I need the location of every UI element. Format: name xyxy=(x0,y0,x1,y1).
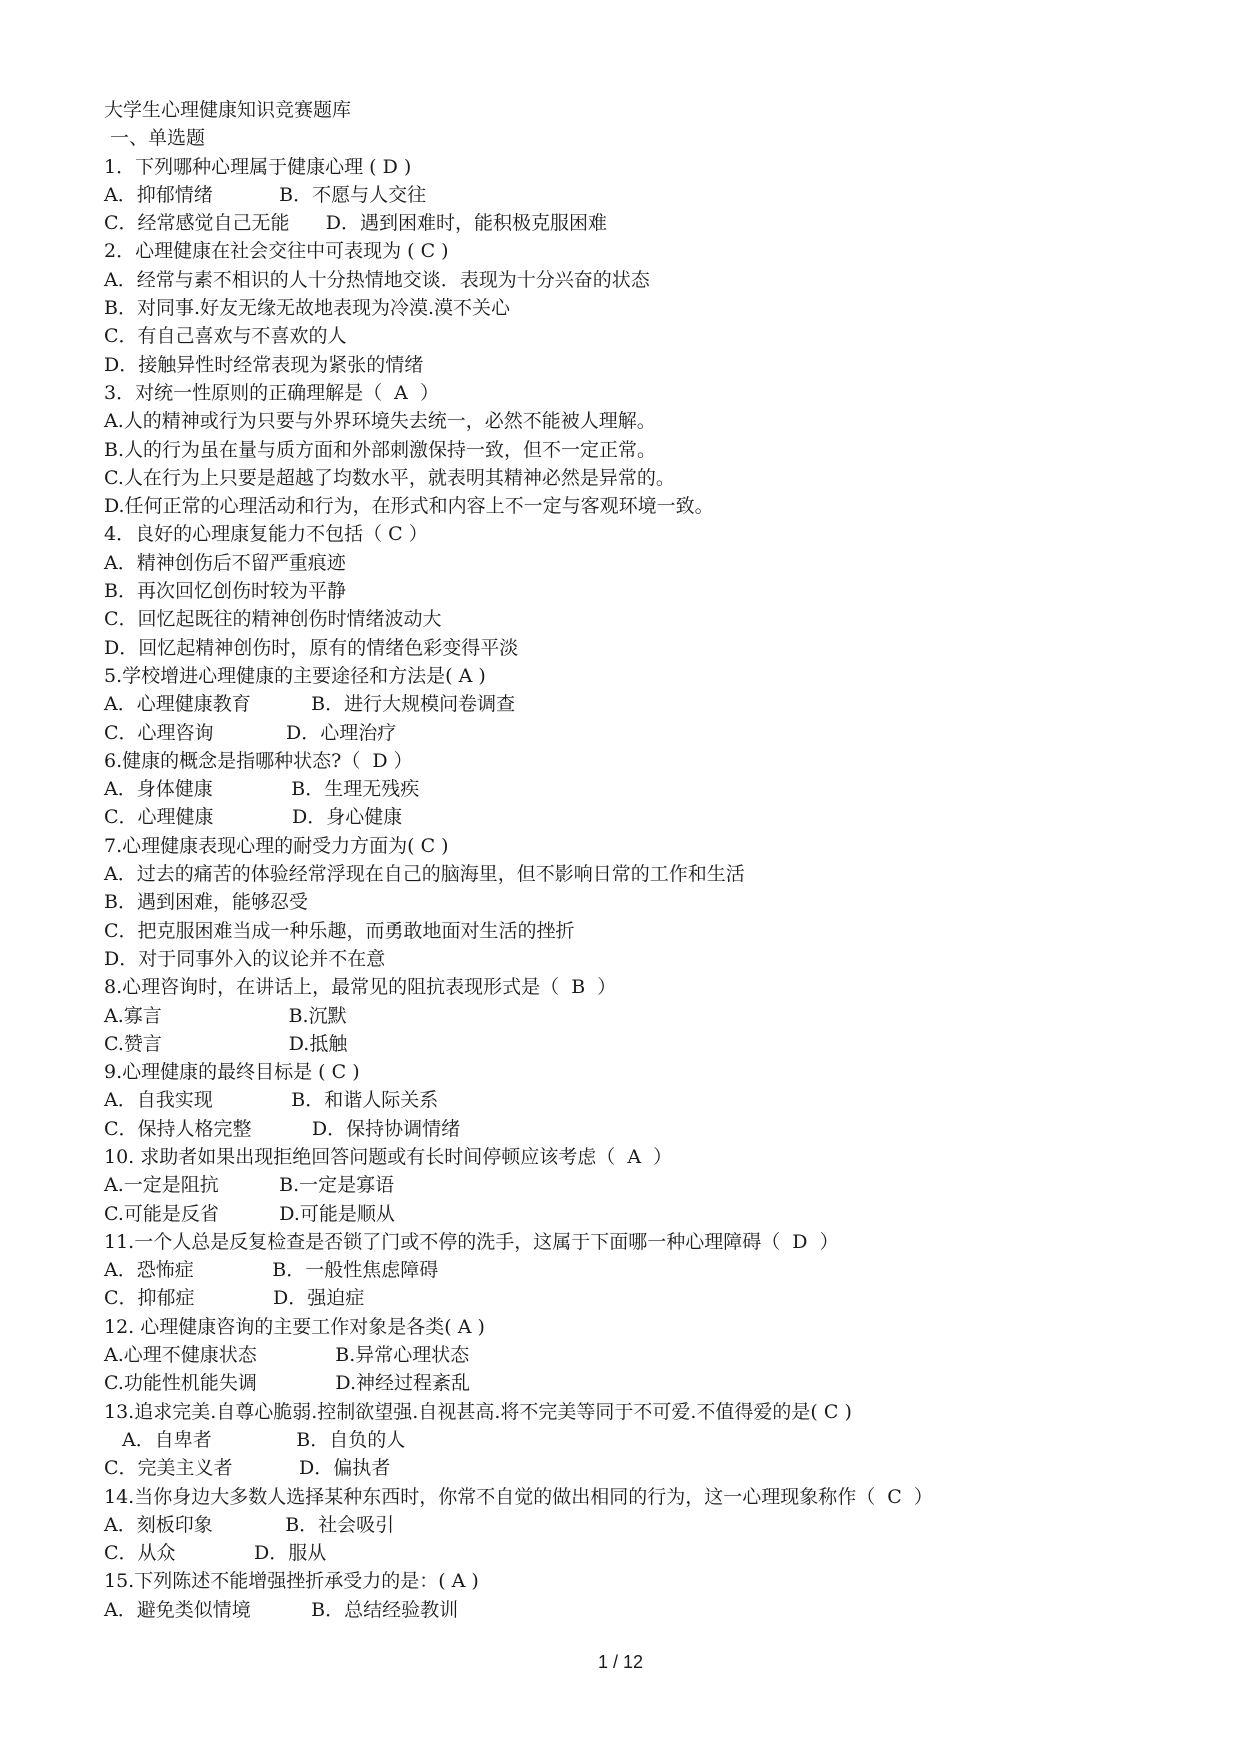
question-text: 7.心理健康表现心理的耐受力方面为( C ) xyxy=(104,834,449,857)
answer-option-line: C.赞言 D.抵触 xyxy=(104,1032,348,1055)
answer-option-line: D．对于同事外入的议论并不在意 xyxy=(104,947,386,970)
question-text: 6.健康的概念是指哪种状态?（ D ） xyxy=(104,749,413,772)
answer-option-line: A.心理不健康状态 B.异常心理状态 xyxy=(104,1344,470,1367)
answer-option-line: A．过去的痛苦的体验经常浮现在自己的脑海里，但不影响日常的工作和生活 xyxy=(104,863,745,886)
answer-option-line: C．有自己喜欢与不喜欢的人 xyxy=(104,325,347,348)
question-text: 1．下列哪种心理属于健康心理 ( D ) xyxy=(104,155,412,178)
question-text: 11.一个人总是反复检查是否锁了门或不停的洗手，这属于下面哪一种心理障碍（ D ） xyxy=(104,1230,839,1253)
answer-option-line: B.人的行为虽在量与质方面和外部刺激保持一致，但不一定正常。 xyxy=(104,438,657,461)
question-text: 3．对统一性原则的正确理解是（ A ） xyxy=(104,381,439,404)
page-number: 1 / 12 xyxy=(597,1652,644,1672)
question-text: 15.下列陈述不能增强挫折承受力的是：( A ) xyxy=(104,1570,479,1593)
question-text: 13.追求完美.自尊心脆弱.控制欲望强.自视甚高.将不完美等同于不可爱.不值得爱的是( C ) xyxy=(104,1400,852,1423)
answer-option-line: A．精神创伤后不留严重痕迹 xyxy=(104,551,346,574)
question-text: 12. 心理健康咨询的主要工作对象是各类( A ) xyxy=(104,1315,485,1338)
question-text: 4．良好的心理康复能力不包括（ C ） xyxy=(104,523,428,546)
answer-option-line: C．回忆起既往的精神创伤时情绪波动大 xyxy=(104,608,442,631)
answer-option-line: A．经常与素不相识的人十分热情地交谈．表现为十分兴奋的状态 xyxy=(104,268,650,291)
answer-option-line: D．接触异性时经常表现为紧张的情绪 xyxy=(104,353,424,376)
answer-option-line: C．心理咨询 D．心理治疗 xyxy=(104,721,397,744)
answer-option-line: C.可能是反省 D.可能是顺从 xyxy=(104,1202,395,1225)
answer-option-line: A．恐怖症 B．一般性焦虑障碍 xyxy=(104,1259,439,1282)
answer-option-line: B．再次回忆创伤时较为平静 xyxy=(104,580,346,603)
answer-option-line: B．遇到困难，能够忍受 xyxy=(104,891,308,914)
answer-option-line: C．把克服困难当成一种乐趣，而勇敢地面对生活的挫折 xyxy=(104,919,575,942)
answer-option-line: A．身体健康 B．生理无残疾 xyxy=(104,778,420,801)
answer-option-line: A．抑郁情绪 B．不愿与人交往 xyxy=(104,183,427,206)
answer-option-line: A．避免类似情境 B．总结经验教训 xyxy=(104,1598,459,1621)
answer-option-line: B．对同事.好友无缘无故地表现为冷漠.漠不关心 xyxy=(104,297,511,320)
answer-option-line: A．自卑者 B．自负的人 xyxy=(122,1428,406,1451)
answer-option-line: C．从众 D．服从 xyxy=(104,1542,327,1565)
answer-option-line: C．抑郁症 D．强迫症 xyxy=(104,1287,365,1310)
question-text: 8.心理咨询时，在讲话上，最常见的阻抗表现形式是（ B ） xyxy=(104,976,617,999)
answer-option-line: A.人的精神或行为只要与外界环境失去统一，必然不能被人理解。 xyxy=(104,410,656,433)
question-text: 5.学校增进心理健康的主要途径和方法是( A ) xyxy=(104,664,486,687)
answer-option-line: C.功能性机能失调 D.神经过程紊乱 xyxy=(104,1372,471,1395)
question-text: 2．心理健康在社会交往中可表现为 ( C ) xyxy=(104,240,449,263)
document-title: 大学生心理健康知识竞赛题库 xyxy=(104,99,352,121)
answer-option-line: C．保持人格完整 D．保持协调情绪 xyxy=(104,1117,461,1140)
answer-option-line: C．完美主义者 D．偏执者 xyxy=(104,1457,391,1480)
document-body xyxy=(104,96,1144,1624)
answer-option-line: D.任何正常的心理活动和行为，在形式和内容上不一定与客观环境一致。 xyxy=(104,495,714,518)
answer-option-line: D．回忆起精神创伤时，原有的情绪色彩变得平淡 xyxy=(104,636,519,659)
answer-option-line: A.寡言 B.沉默 xyxy=(104,1004,347,1027)
answer-option-line: A．刻板印象 B．社会吸引 xyxy=(104,1513,395,1536)
answer-option-line: C．经常感觉自己无能 D．遇到困难时，能积极克服困难 xyxy=(104,212,608,235)
answer-option-line: A．心理健康教育 B．进行大规模问卷调查 xyxy=(104,693,516,716)
answer-option-line: A．自我实现 B．和谐人际关系 xyxy=(104,1089,439,1112)
answer-option-line: A.一定是阻抗 B.一定是寡语 xyxy=(104,1174,395,1197)
question-list xyxy=(104,153,1144,1624)
question-text: 14.当你身边大多数人选择某种东西时，你常不自觉的做出相同的行为，这一心理现象称作（ C ） xyxy=(104,1485,933,1508)
answer-option-line: C．心理健康 D．身心健康 xyxy=(104,806,403,829)
question-text: 10. 求助者如果出现拒绝回答问题或有长时间停顿应该考虑（ A ） xyxy=(104,1145,673,1168)
section-heading: 一、单选题 xyxy=(104,127,206,150)
question-text: 9.心理健康的最终目标是 ( C ) xyxy=(104,1061,360,1084)
answer-option-line: C.人在行为上只要是超越了均数水平，就表明其精神必然是异常的。 xyxy=(104,466,675,489)
